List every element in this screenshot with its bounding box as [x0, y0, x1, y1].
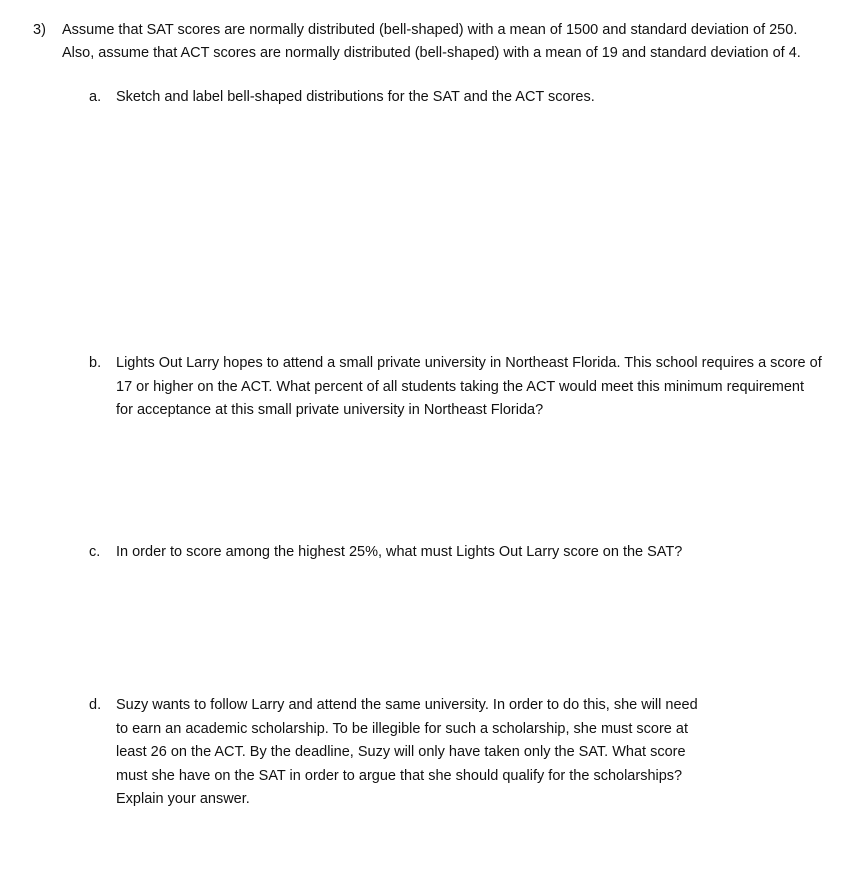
part-c-letter: c.: [89, 544, 101, 560]
part-d-letter: d.: [89, 697, 102, 713]
part-b-letter: b.: [89, 355, 102, 371]
part-d-text: Suzy wants to follow Larry and attend the same university. In order to do this, she will need to earn an academic scholarship. To be illegible for such a scholarship, she must score at least 26 on the ACT. By the deadline, Suzy will only have taken only the SAT. What score must she have on the SAT in order to argue that she should qualify for the scholarships? Explain your answer.: [116, 697, 698, 807]
question-number: 3): [33, 22, 46, 38]
part-b-text: Lights Out Larry hopes to attend a small private university in Northeast Florida. This school requires a score of 17 or higher on the ACT. What percent of all students taking the ACT would meet this minimum requirement for acceptance at this small private university in Northeast Florida?: [116, 355, 822, 418]
question-stem: Assume that SAT scores are normally distributed (bell-shaped) with a mean of 1500 and standard deviation of 250. Also, assume that ACT scores are normally distributed (bell-shaped) with a mean of 19 and standard deviation of 4.: [62, 22, 801, 61]
part-a-letter: a.: [89, 89, 102, 105]
part-a-text: Sketch and label bell-shaped distributions for the SAT and the ACT scores.: [116, 89, 595, 105]
part-c-text: In order to score among the highest 25%, what must Lights Out Larry score on the SAT?: [116, 544, 683, 560]
